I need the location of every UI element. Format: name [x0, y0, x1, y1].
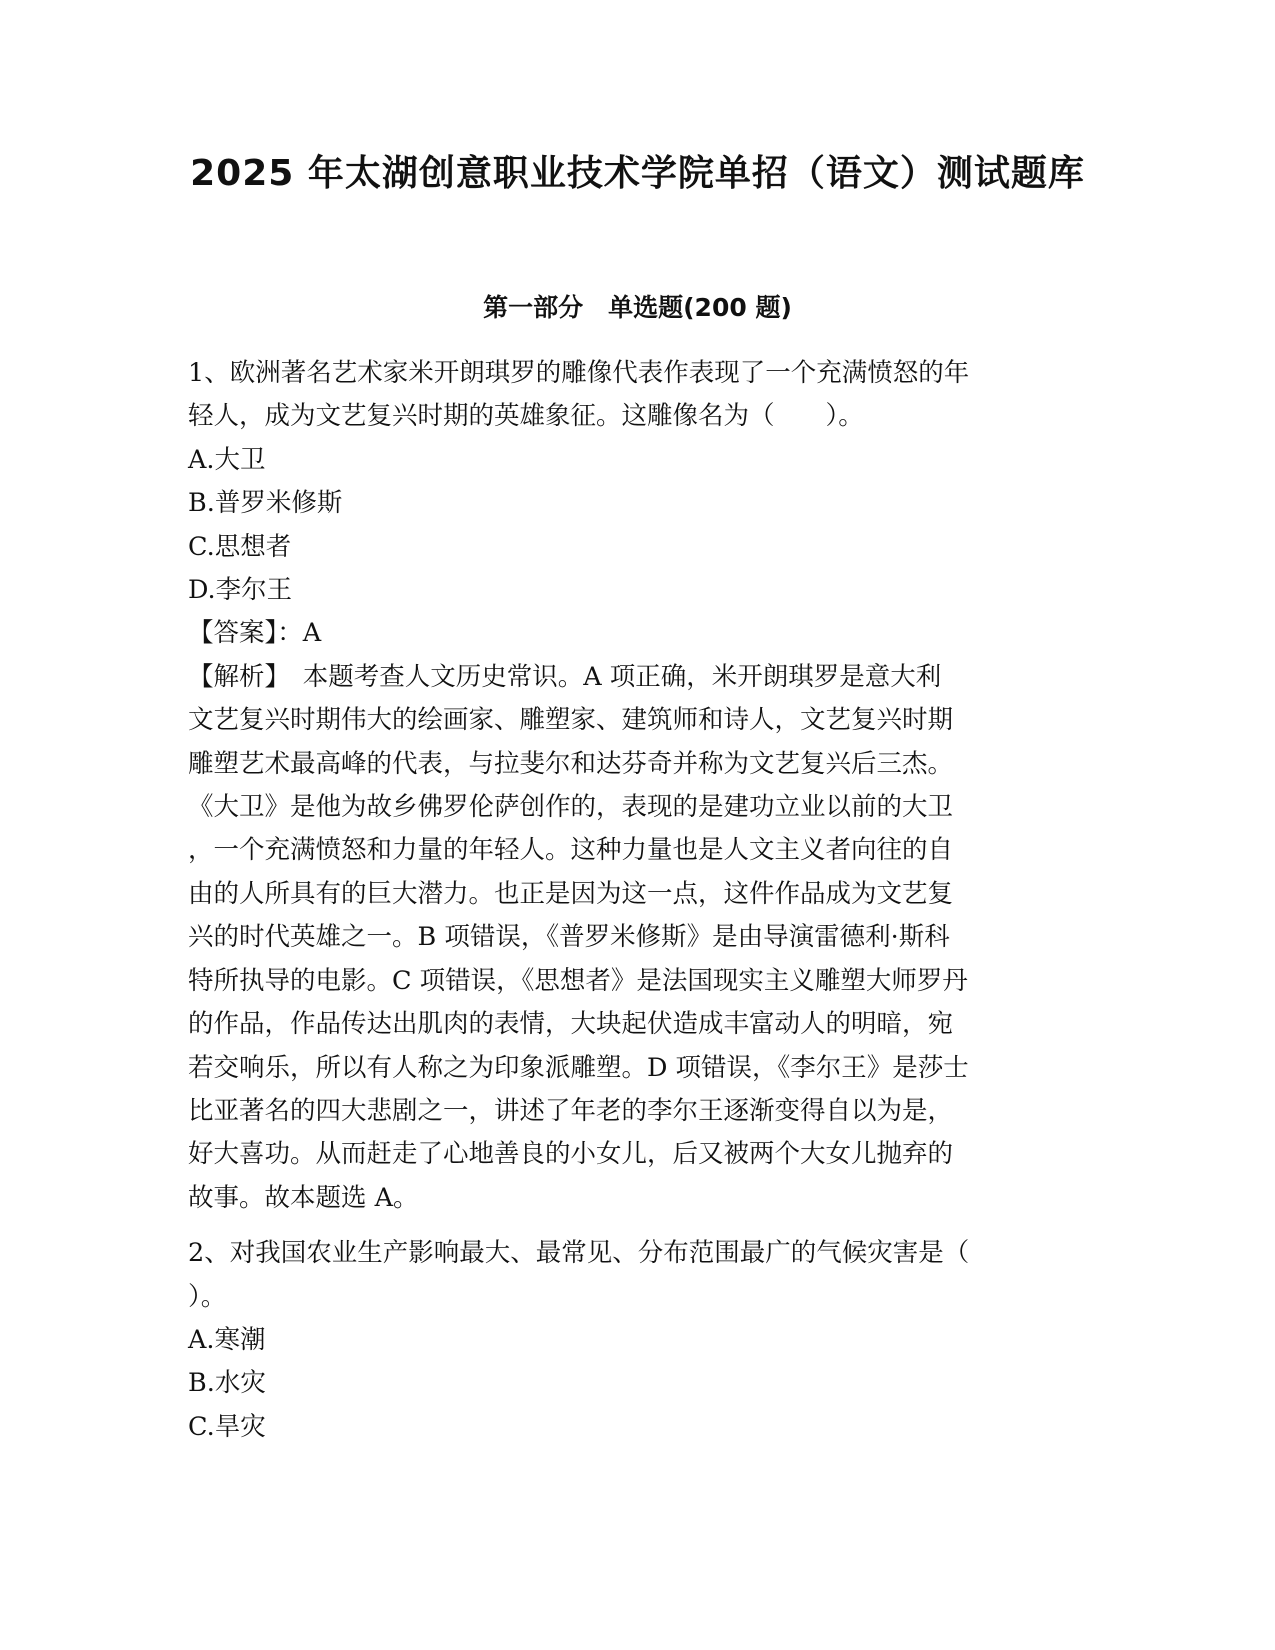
option-d: D.李尔王: [188, 575, 293, 606]
analysis-text-line: ，一个充满愤怒和力量的年轻人。这种力量也是人文主义者向往的自: [188, 835, 954, 866]
analysis-text-line: 的作品，作品传达出肌肉的表情，大块起伏造成丰富动人的明暗，宛: [188, 1009, 954, 1040]
analysis-text: 本题考查人文历史常识。A 项正确，米开朗琪罗是意大利: [277, 661, 942, 692]
option-b: B.水灾: [188, 1368, 266, 1399]
analysis-text-line: 若交响乐，所以有人称之为印象派雕塑。D 项错误，《李尔王》是莎士: [188, 1052, 969, 1083]
analysis-label: 【解析】: [188, 661, 278, 692]
analysis-text-line: 《大卫》是他为故乡佛罗伦萨创作的，表现的是建功立业以前的大卫: [188, 792, 954, 823]
analysis-text-line: 特所执导的电影。C 项错误，《思想者》是法国现实主义雕塑大师罗丹: [188, 965, 968, 996]
document-title: 2025 年太湖创意职业技术学院单招（语文）测试题库: [190, 153, 1085, 194]
analysis-text-line: 故事。故本题选 A。: [188, 1182, 419, 1213]
answer-label: 【答案】：: [188, 618, 303, 649]
analysis-text-line: 由的人所具有的巨大潜力。也正是因为这一点，这件作品成为文艺复: [188, 878, 954, 909]
question-2: [188, 1232, 1078, 1449]
option-b: B.普罗米修斯: [188, 488, 343, 519]
analysis-text-line: 比亚著名的四大悲剧之一，讲述了年老的李尔王逐渐变得自以为是，: [188, 1095, 954, 1126]
answer-line: [188, 612, 1078, 655]
answer-value: A: [302, 618, 322, 649]
option-c: C.思想者: [188, 531, 292, 562]
question-list: [188, 352, 1078, 1461]
option-a: A.寒潮: [188, 1324, 266, 1355]
analysis-text-line: 兴的时代英雄之一。B 项错误，《普罗米修斯》是由导演雷德利·斯科: [188, 922, 950, 953]
option-a: A.大卫: [188, 444, 266, 475]
question-1: [188, 352, 1078, 1220]
question-stem-line: 轻人，成为文艺复兴时期的英雄象征。这雕像名为（ ）。: [188, 401, 864, 432]
analysis-line: [188, 656, 1078, 699]
option-c: C.旱灾: [188, 1411, 266, 1442]
analysis-text-line: 文艺复兴时期伟大的绘画家、雕塑家、建筑师和诗人，文艺复兴时期: [188, 705, 954, 736]
question-stem-line: 2、对我国农业生产影响最大、最常见、分布范围最广的气候灾害是（: [188, 1238, 970, 1269]
question-stem-line: 1、欧洲著名艺术家米开朗琪罗的雕像代表作表现了一个充满愤怒的年: [188, 358, 970, 388]
analysis-text-line: 好大喜功。从而赶走了心地善良的小女儿，后又被两个大女儿抛弃的: [188, 1139, 954, 1170]
section-title: 第一部分 单选题(200 题): [483, 293, 792, 322]
question-stem-line: ）。: [188, 1281, 227, 1312]
analysis-text-line: 雕塑艺术最高峰的代表，与拉斐尔和达芬奇并称为文艺复兴后三杰。: [188, 748, 954, 779]
